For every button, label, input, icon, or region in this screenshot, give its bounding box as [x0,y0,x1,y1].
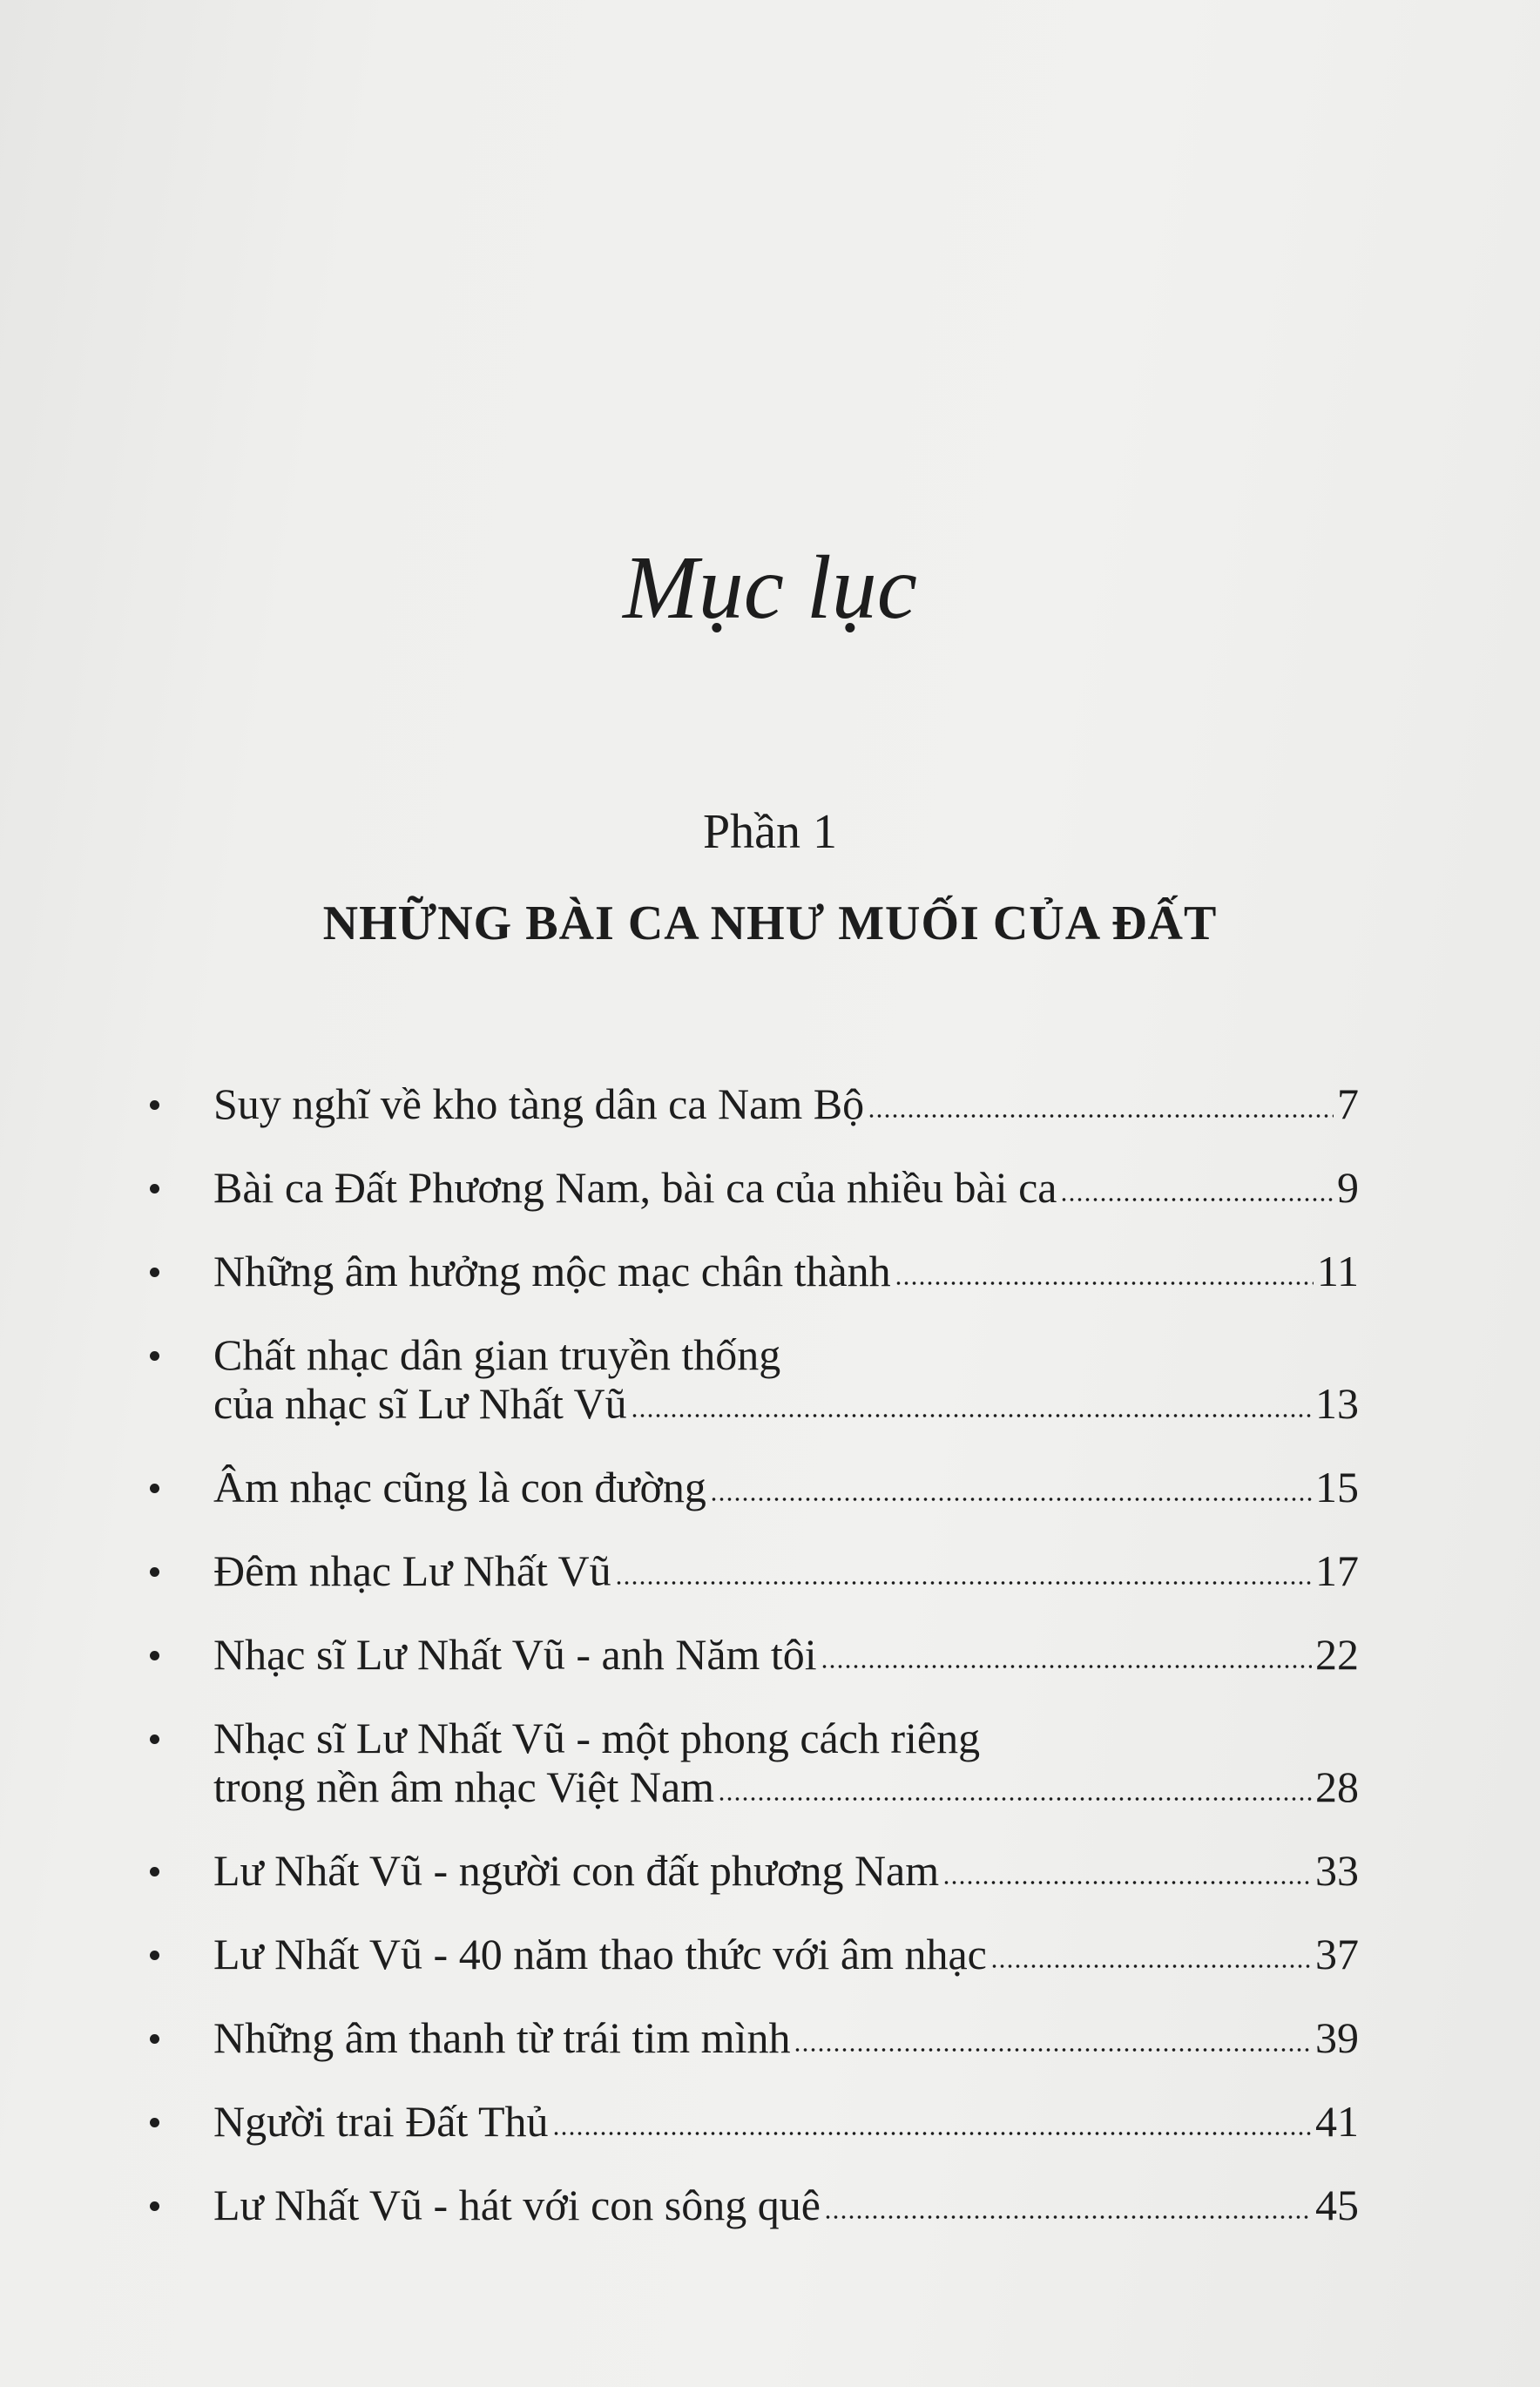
toc-entry-page: 9 [1337,1163,1359,1212]
toc-entry-page: 15 [1315,1463,1359,1511]
toc-entry-title: Những âm thanh từ trái tim mình [213,2013,791,2062]
toc-entry-line [139,1630,1359,1679]
toc-entry-title: Lư Nhất Vũ - người con đất phương Nam [213,1846,940,1895]
toc-entry-title: Người trai Đất Thủ [213,2097,549,2146]
toc-entry [139,1630,1359,1679]
dot-leader [1060,1198,1334,1201]
dot-leader [824,2215,1312,2219]
toc-entry [139,1247,1359,1295]
toc-entry-title: Lư Nhất Vũ - 40 năm thao thức với âm nhạc [213,1930,987,1978]
dot-leader [552,2132,1313,2135]
part-heading: NHỮNG BÀI CA NHƯ MUỐI CỦA ĐẤT [322,896,1218,950]
toc-entry-title: Lư Nhất Vũ - hát với con sông quê [213,2181,821,2229]
toc-entry-page: 39 [1315,2013,1359,2062]
toc-entry-page: 17 [1315,1546,1359,1595]
toc-entry-page: 11 [1316,1247,1359,1295]
toc-entry-title: Nhạc sĩ Lư Nhất Vũ - một phong cách riêng [213,1714,981,1762]
toc-entry-title: Chất nhạc dân gian truyền thống [213,1330,781,1379]
toc-entry-line [139,2013,1359,2062]
toc-entry-page: 13 [1315,1379,1359,1428]
toc-entry-page: 37 [1315,1930,1359,1978]
toc-entry-page: 33 [1315,1846,1359,1895]
toc-entry [139,2013,1359,2062]
toc-entry-title: Đêm nhạc Lư Nhất Vũ [213,1546,611,1595]
toc-entry [139,1546,1359,1595]
dot-leader [710,1498,1312,1501]
toc-title: Mục lục [623,538,917,638]
toc-entry-page: 45 [1315,2181,1359,2229]
toc-entry-line [139,1330,1359,1379]
toc-entry [139,2097,1359,2146]
toc-entry-line [139,1247,1359,1295]
toc-entry-page: 7 [1337,1079,1359,1128]
toc-entry [139,1163,1359,1212]
toc-entry [139,1714,1359,1811]
dot-leader [615,1581,1312,1585]
toc-entry [139,1079,1359,1128]
toc-entry-line [139,1846,1359,1895]
toc-entry-line [139,2181,1359,2229]
toc-entry-line [139,2097,1359,2146]
dot-leader [794,2048,1312,2052]
part-label: Phần 1 [703,805,837,859]
toc-entry-title: trong nền âm nhạc Việt Nam [213,1762,715,1811]
toc-entry-page: 22 [1315,1630,1359,1679]
toc-entry-line [139,1762,1359,1811]
toc-entry-title: của nhạc sĩ Lư Nhất Vũ [213,1379,627,1428]
toc-entry [139,1846,1359,1895]
dot-leader [718,1797,1312,1801]
toc-entry [139,1930,1359,1978]
toc-entry-line [139,1379,1359,1428]
toc-entry-page: 41 [1315,2097,1359,2146]
toc-entry-title: Bài ca Đất Phương Nam, bài ca của nhiều bài ca [213,1163,1057,1212]
toc-entry-title: Những âm hưởng mộc mạc chân thành [213,1247,891,1295]
toc-entry-line [139,1463,1359,1511]
toc-entry [139,1330,1359,1428]
toc-entry-title: Nhạc sĩ Lư Nhất Vũ - anh Năm tôi [213,1630,817,1679]
dot-leader [631,1414,1312,1417]
dot-leader [942,1881,1312,1884]
dot-leader [990,1964,1312,1968]
toc-entry-line [139,1714,1359,1762]
toc-entry-line [139,1546,1359,1595]
toc-entry [139,1463,1359,1511]
dot-leader [868,1114,1334,1118]
toc-entry-line [139,1930,1359,1978]
toc-entry-title: Âm nhạc cũng là con đường [213,1463,706,1511]
toc-entry-title: Suy nghĩ về kho tàng dân ca Nam Bộ [213,1079,865,1128]
toc-entry-line [139,1163,1359,1212]
toc-entry-page: 28 [1315,1762,1359,1811]
toc-entry [139,2181,1359,2229]
toc-entry-line [139,1079,1359,1128]
dot-leader [895,1281,1314,1285]
table-of-contents [139,1079,1359,2264]
dot-leader [821,1665,1312,1668]
